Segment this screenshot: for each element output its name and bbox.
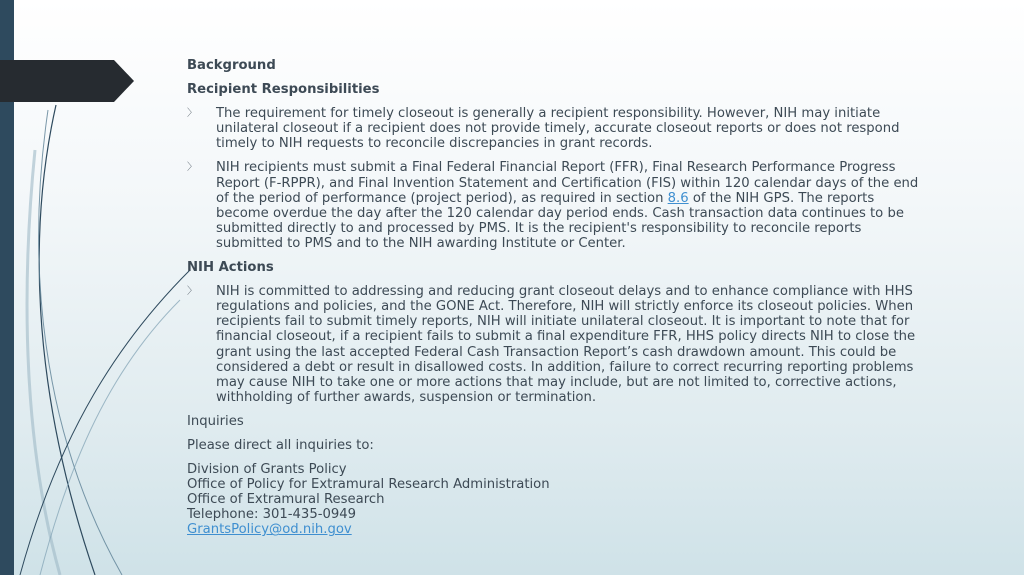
slide-content bbox=[187, 58, 922, 547]
section-link[interactable]: 8.6 bbox=[667, 190, 689, 206]
recipient-responsibilities-heading: Recipient Responsibilities bbox=[187, 82, 380, 98]
bullet-text-after-link: of the NIH GPS. The reports become overdue the day after the 120 calendar day period ends. Cash transaction data continues to be submitted directly to and processed by PMS. It is the recipient's responsibility to reconcile reports submitted to PMS and to the NIH awarding Institute or Center. bbox=[216, 190, 904, 251]
arrow-bullet-icon: 〉 bbox=[187, 286, 197, 298]
nih-actions-heading: NIH Actions bbox=[187, 260, 274, 276]
contact-office: Office of Policy for Extramural Research Administration bbox=[187, 477, 550, 493]
title-tab-shape bbox=[0, 60, 134, 102]
bullet-text: NIH is committed to addressing and reducing grant closeout delays and to enhance compliance with HHS regulations and policies, and the GONE Act. Therefore, NIH will strictly enforce its closeout policies. When recipients fail to submit timely reports, NIH will initiate unilateral closeout. It is important to note that for financial closeout, if a recipient fails to submit a final expenditure FFR, HHS policy directs NIH to close the grant using the last accepted Federal Cash Transaction Report’s cash drawdown amount. This could be considered a debt or result in disallowed costs. In addition, failure to correct recurring reporting problems may cause NIH to take one or more actions that may include, but are not limited to, corrective actions, withholding of further awards, suspension or termination. bbox=[216, 284, 916, 405]
bullet-text-before-link: NIH recipients must submit a Final Federal Financial Report (FFR), Final Research Performance Progress Report (F-RPPR), and Final Invention Statement and Certification (FIS) within 120 calendar days of the end of the period of performance (project period), as required in section bbox=[216, 160, 919, 206]
arrow-bullet-icon: 〉 bbox=[187, 162, 197, 174]
list-item bbox=[187, 284, 922, 405]
list-item bbox=[187, 106, 922, 151]
list-item bbox=[187, 160, 922, 251]
contact-phone: Telephone: 301-435-0949 bbox=[187, 507, 357, 523]
arrow-bullet-icon: 〉 bbox=[187, 108, 197, 120]
contact-division: Division of Grants Policy bbox=[187, 462, 347, 478]
contact-email-link[interactable]: GrantsPolicy@od.nih.gov bbox=[187, 522, 352, 538]
inquiries-intro: Please direct all inquiries to: bbox=[187, 437, 374, 453]
contact-office-extramural: Office of Extramural Research bbox=[187, 492, 385, 508]
inquiries-heading: Inquiries bbox=[187, 413, 244, 429]
bullet-text: The requirement for timely closeout is generally a recipient responsibility. However, NIH may initiate unilateral closeout if a recipient does not provide timely, accurate closeout reports or does not respond timely to NIH requests to reconcile discrepancies in grant records. bbox=[216, 106, 900, 152]
contact-block bbox=[187, 462, 922, 537]
background-heading: Background bbox=[187, 58, 276, 73]
